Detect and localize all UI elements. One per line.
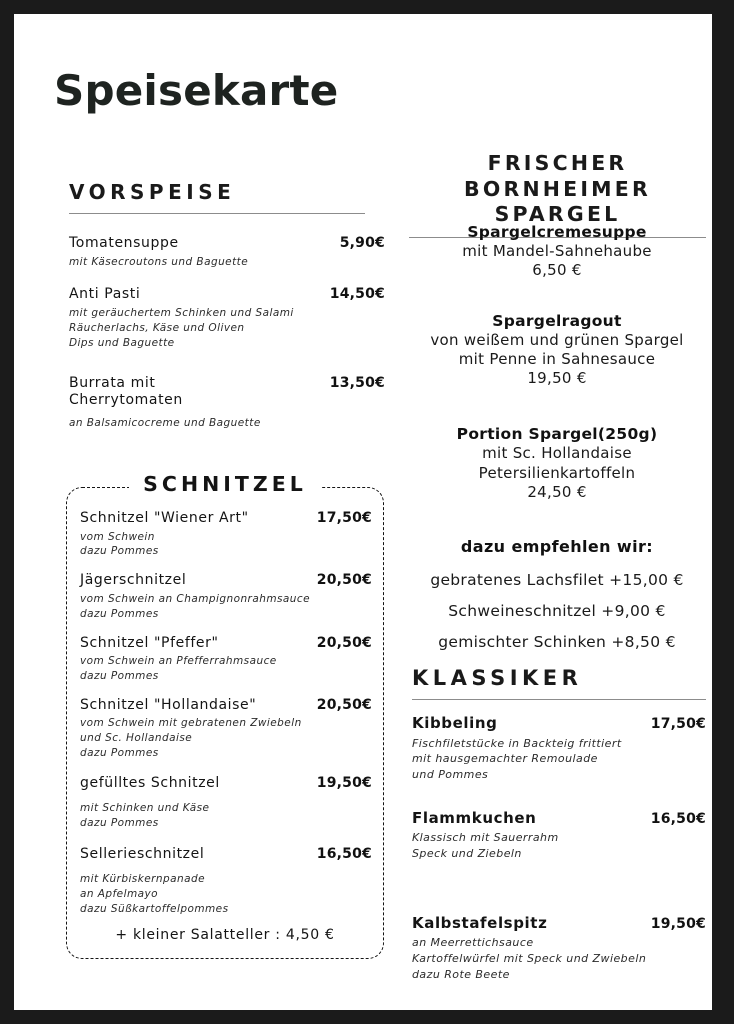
- empfehlung-item-lachsfilet[interactable]: gebratenes Lachsfilet +15,00 €: [430, 571, 684, 589]
- item-description: mit Kürbiskernpanade an Apfelmayo dazu Süßkartoffelpommes: [80, 872, 229, 915]
- empfehlung-item-gemischter-schinken[interactable]: gemischter Schinken +8,50 €: [438, 633, 676, 651]
- item-description: Klassisch mit Sauerrahm Speck und Ziebeln: [412, 831, 559, 860]
- menu-item-burrata[interactable]: [69, 375, 385, 431]
- item-name: Sellerieschnitzel: [80, 846, 205, 863]
- item-name: Portion Spargel(250g): [456, 425, 658, 444]
- item-price: 6,50 €: [532, 261, 582, 280]
- item-name: Tomatensuppe: [69, 235, 179, 251]
- schnitzel-item-list: [80, 510, 372, 930]
- item-name: Anti Pasti: [69, 286, 141, 303]
- menu-item-kibbeling[interactable]: [412, 714, 706, 783]
- schnitzel-heading-text: SCHNITZEL: [129, 472, 321, 496]
- salatteller-note: + kleiner Salatteller : 4,50 €: [115, 927, 335, 943]
- item-name: Jägerschnitzel: [80, 572, 187, 589]
- item-name: Kibbeling: [412, 714, 498, 732]
- empfehlung-list: [398, 571, 712, 664]
- menu-item-schnitzel-pfeffer[interactable]: [80, 635, 372, 684]
- item-name: Kalbstafelspitz: [412, 913, 548, 932]
- item-description: Petersilienkartoffeln: [478, 463, 636, 482]
- vorspeise-item-list: [69, 235, 385, 448]
- item-name: Flammkuchen: [412, 808, 537, 827]
- spargel-item-list: [404, 222, 710, 524]
- klassiker-divider: [412, 699, 706, 700]
- item-price: 16,50€: [650, 810, 706, 827]
- item-price: 16,50€: [316, 846, 372, 863]
- item-name: Schnitzel "Wiener Art": [80, 510, 249, 526]
- item-price: 24,50 €: [527, 482, 587, 501]
- menu-item-jaegerschnitzel[interactable]: [80, 572, 372, 621]
- menu-item-tomatensuppe[interactable]: [69, 235, 385, 269]
- menu-item-portion-spargel[interactable]: [404, 424, 710, 502]
- item-description: vom Schwein dazu Pommes: [80, 530, 159, 558]
- schnitzel-section-heading: [66, 472, 384, 496]
- item-price: 17,50€: [316, 510, 372, 526]
- item-description: Fischfiletstücke in Backteig frittiert mit hausgemachter Remoulade und Pommes: [412, 736, 622, 781]
- item-name: Schnitzel "Hollandaise": [80, 696, 257, 713]
- item-price: 19,50€: [650, 915, 706, 932]
- item-price: 20,50€: [316, 696, 372, 713]
- item-name: gefülltes Schnitzel: [80, 775, 220, 792]
- menu-item-anti-pasti[interactable]: [69, 286, 385, 350]
- empfehlung-title: dazu empfehlen wir:: [460, 537, 654, 556]
- item-description: an Meerrettichsauce Kartoffelwürfel mit Speck und Zwiebeln dazu Rote Beete: [412, 936, 647, 981]
- item-price: 17,50€: [650, 716, 706, 732]
- item-price: 19,50 €: [527, 369, 587, 388]
- item-price: 20,50€: [316, 572, 372, 589]
- item-description: vom Schwein an Champignonrahmsauce dazu Pommes: [80, 592, 311, 620]
- item-name: Spargelcremesuppe: [467, 223, 647, 241]
- vorspeise-divider: [69, 213, 365, 214]
- item-price: 14,50€: [329, 286, 385, 303]
- klassiker-section-heading: [412, 666, 706, 700]
- item-price: 5,90€: [339, 235, 385, 251]
- item-name: Schnitzel "Pfeffer": [80, 634, 219, 651]
- menu-item-schnitzel-wiener-art[interactable]: [80, 510, 372, 559]
- menu-item-sellerieschnitzel[interactable]: [80, 846, 372, 916]
- item-description: mit geräuchertem Schinken und Salami Räucherlachs, Käse und Oliven Dips und Baguette: [69, 306, 294, 349]
- empfehlung-item-schweineschnitzel[interactable]: Schweineschnitzel +9,00 €: [448, 602, 666, 620]
- menu-item-flammkuchen[interactable]: [412, 809, 706, 862]
- item-description: vom Schwein an Pfefferrahmsauce dazu Pommes: [80, 655, 277, 683]
- vorspeise-heading-text: VORSPEISE: [69, 180, 236, 204]
- menu-item-spargelragout[interactable]: [404, 311, 710, 389]
- item-description: mit Schinken und Käse dazu Pommes: [80, 801, 210, 829]
- item-description: von weißem und grünen Spargel: [430, 330, 684, 349]
- item-price: 19,50€: [316, 775, 372, 792]
- item-description: mit Sc. Hollandaise: [482, 444, 632, 463]
- page-title: Speisekarte: [54, 66, 339, 115]
- item-description: mit Mandel-Sahnehaube: [462, 242, 652, 261]
- item-price: 20,50€: [316, 634, 372, 651]
- item-description: vom Schwein mit gebratenen Zwiebeln und Sc. Hollandaise dazu Pommes: [80, 717, 302, 760]
- menu-item-gefuelltes-schnitzel[interactable]: [80, 775, 372, 830]
- menu-item-schnitzel-hollandaise[interactable]: [80, 697, 372, 761]
- item-description: an Balsamicocreme und Baguette: [69, 416, 261, 429]
- menu-page: [14, 14, 712, 1010]
- spargel-heading-text: FRISCHER BORNHEIMER SPARGEL: [464, 151, 651, 227]
- item-name: Spargelragout: [492, 311, 622, 330]
- vorspeise-section-heading: [69, 180, 365, 214]
- menu-item-kalbstafelspitz[interactable]: [412, 914, 706, 983]
- item-description: mit Käsecroutons und Baguette: [69, 255, 249, 268]
- item-description: mit Penne in Sahnesauce: [458, 349, 656, 368]
- item-price: 13,50€: [329, 374, 385, 391]
- item-name: Burrata mit Cherrytomaten: [69, 374, 183, 409]
- klassiker-item-list: [412, 714, 706, 1008]
- klassiker-heading-text: KLASSIKER: [412, 666, 583, 690]
- menu-item-spargelcremesuppe[interactable]: [404, 222, 710, 281]
